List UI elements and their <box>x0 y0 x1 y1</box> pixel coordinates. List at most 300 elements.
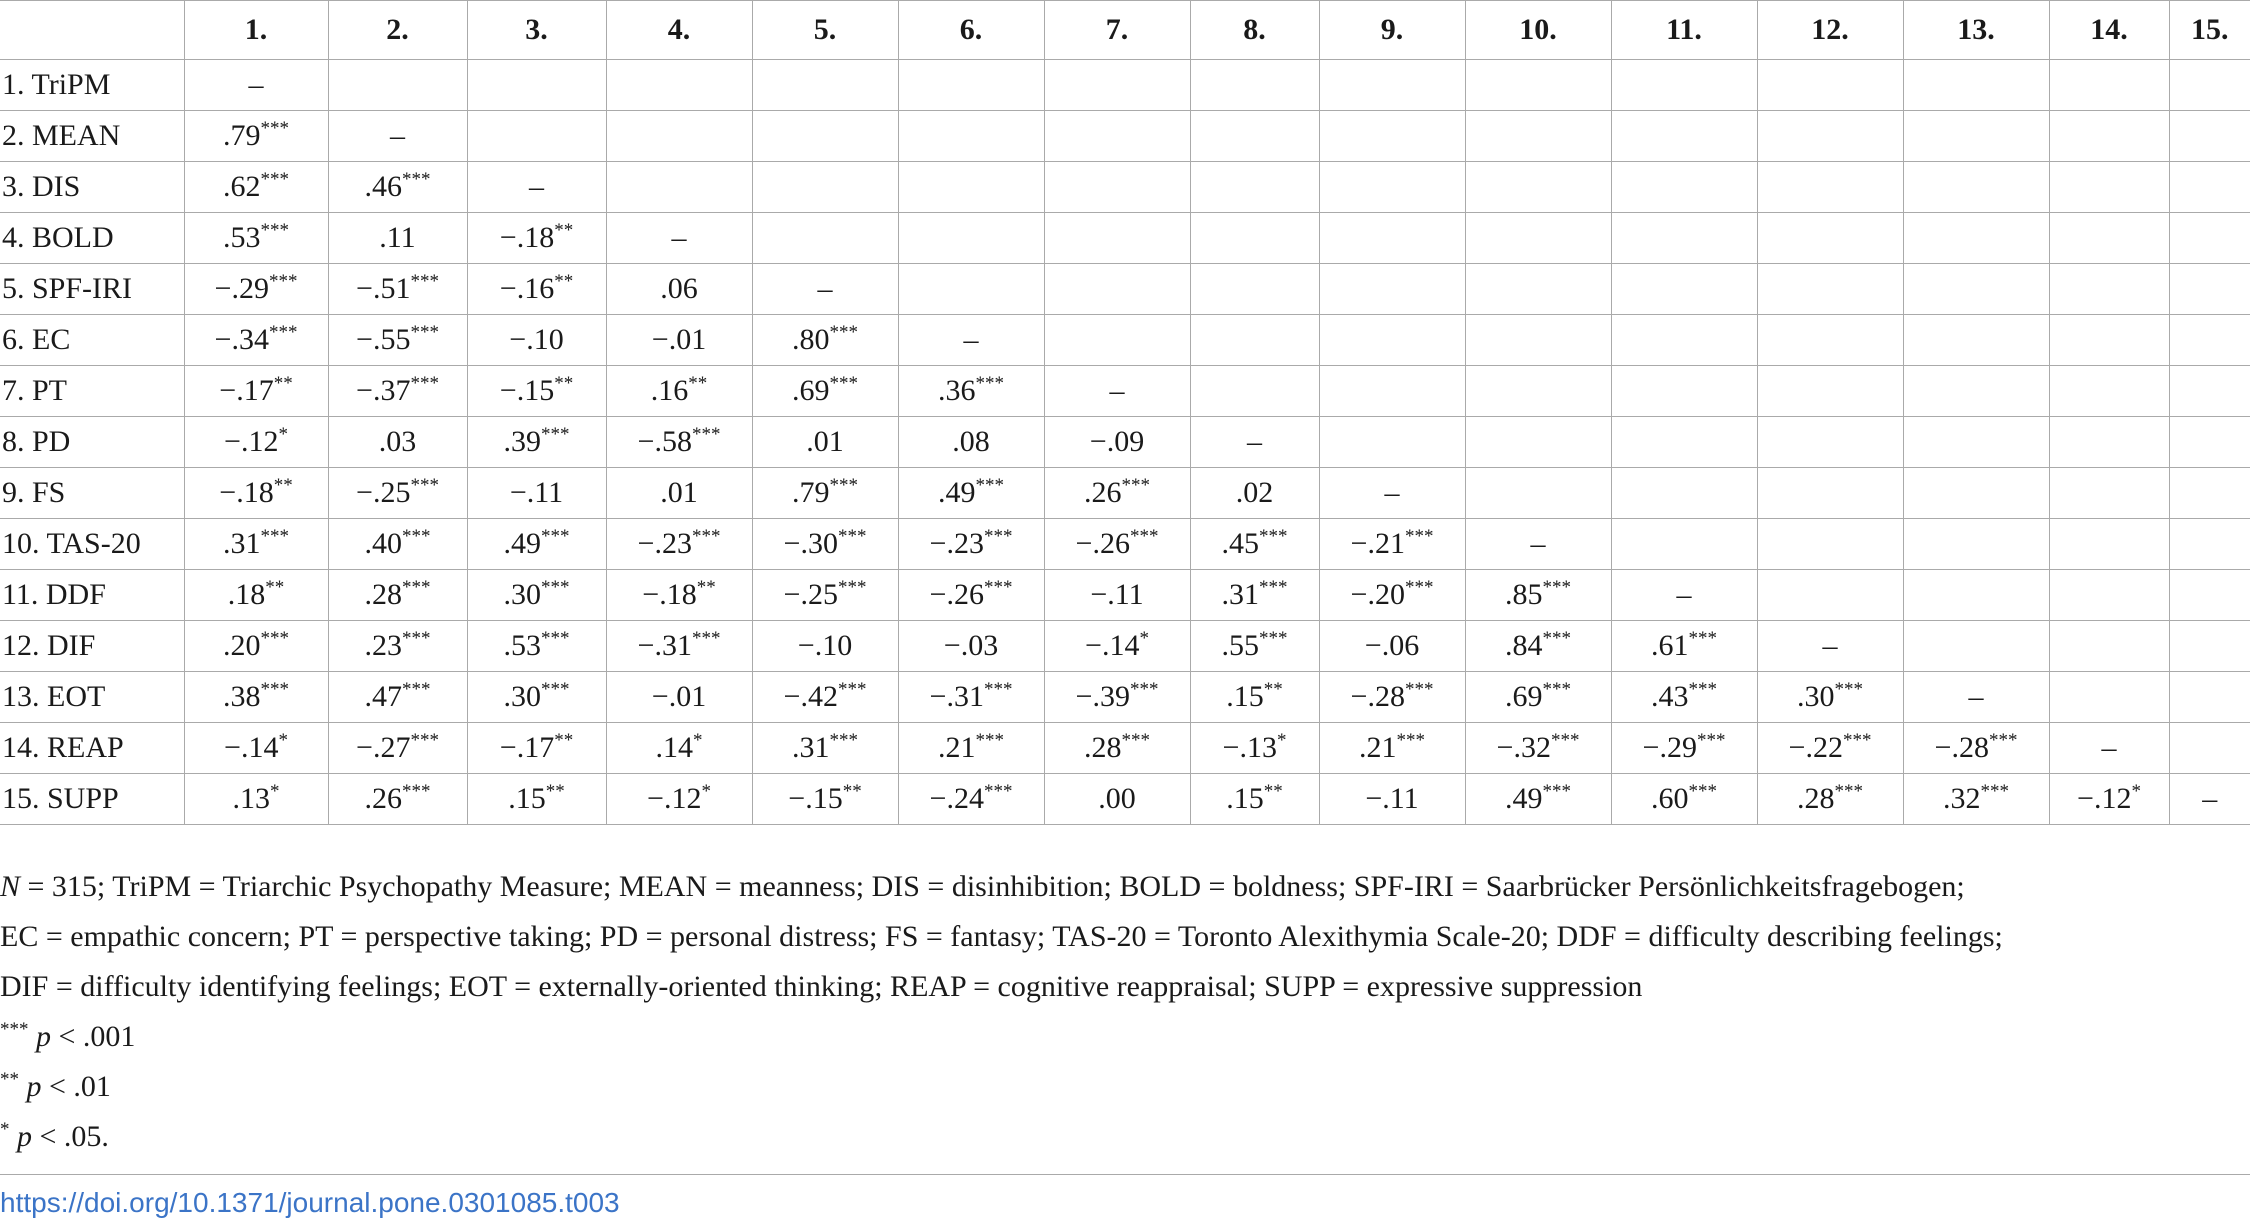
correlation-value: .18 <box>227 578 266 611</box>
correlation-cell <box>2169 162 2250 213</box>
correlation-cell <box>1044 366 1190 417</box>
correlation-cell <box>2049 213 2169 264</box>
correlation-value: −.25 <box>783 578 838 611</box>
correlation-value: .49 <box>503 527 541 560</box>
correlation-value: – <box>1822 629 1838 662</box>
correlation-cell <box>467 672 606 723</box>
correlation-cell <box>1611 213 1757 264</box>
correlation-cell <box>1044 264 1190 315</box>
correlation-value: .26 <box>364 782 402 815</box>
correlation-value: – <box>248 68 264 101</box>
correlation-cell <box>1611 60 1757 111</box>
correlation-value: .15 <box>1226 680 1264 713</box>
n-label: N <box>0 870 21 903</box>
correlation-cell <box>898 264 1044 315</box>
correlation-cell <box>2169 60 2250 111</box>
column-header: 5. <box>752 1 898 60</box>
correlation-cell <box>467 519 606 570</box>
correlation-value: −.27 <box>356 731 411 764</box>
table-notes <box>0 862 2250 1162</box>
correlation-cell <box>898 366 1044 417</box>
significance-marker: ** <box>688 373 708 394</box>
correlation-value: −.28 <box>1350 680 1405 713</box>
table-row <box>0 417 2250 468</box>
correlation-cell <box>1611 570 1757 621</box>
significance-marker: *** <box>1696 730 1726 751</box>
correlation-value: – <box>529 170 544 203</box>
correlation-cell <box>328 417 467 468</box>
significance-marker: *** <box>1121 475 1150 496</box>
correlation-value: −.15 <box>499 374 555 407</box>
correlation-cell <box>184 774 328 825</box>
correlation-cell <box>1465 570 1611 621</box>
correlation-cell <box>898 774 1044 825</box>
significance-marker: * <box>270 781 280 802</box>
correlation-cell <box>606 570 752 621</box>
significance-marker: *** <box>1542 577 1571 598</box>
correlation-value: .80 <box>792 323 830 356</box>
correlation-cell <box>1190 723 1319 774</box>
significance-marker: ** <box>842 781 862 802</box>
correlation-cell <box>1611 315 1757 366</box>
significance-marker: *** <box>402 781 431 802</box>
significance-marker: *** <box>837 577 867 598</box>
abbreviation-text-1: = 315; TriPM = Triarchic Psychopathy Measure; MEAN = meanness; DIS = disinhibition; BOLD = boldness; SPF-IRI = Saarbrücker Persönlichkeitsfragebogen; <box>20 870 1965 903</box>
correlation-value: −.11 <box>1365 782 1419 815</box>
correlation-cell <box>1044 621 1190 672</box>
significance-marker: *** <box>541 424 570 445</box>
correlation-value: −.01 <box>651 323 707 356</box>
correlation-cell <box>2049 111 2169 162</box>
correlation-value: −.39 <box>1075 680 1130 713</box>
correlation-cell <box>1465 723 1611 774</box>
column-header: 12. <box>1757 1 1903 60</box>
correlation-cell <box>467 162 606 213</box>
row-label: 4. BOLD <box>0 213 184 264</box>
correlation-value: .43 <box>1651 680 1689 713</box>
correlation-value: – <box>1384 476 1400 509</box>
correlation-cell <box>1757 570 1903 621</box>
row-label: 13. EOT <box>0 672 184 723</box>
correlation-cell <box>752 570 898 621</box>
significance-marker: ** <box>554 271 574 292</box>
correlation-value: .06 <box>660 272 698 305</box>
table-row <box>0 213 2250 264</box>
correlation-cell <box>752 519 898 570</box>
significance-stars: *** <box>0 1019 29 1040</box>
significance-marker: ** <box>554 730 574 751</box>
correlation-cell <box>1044 417 1190 468</box>
correlation-cell <box>1044 519 1190 570</box>
significance-marker: *** <box>260 628 289 649</box>
correlation-cell <box>1757 417 1903 468</box>
correlation-cell <box>467 417 606 468</box>
correlation-value: −.10 <box>797 629 853 662</box>
correlation-value: −.29 <box>214 272 269 305</box>
correlation-value: −.10 <box>509 323 564 356</box>
correlation-cell <box>1903 774 2049 825</box>
correlation-value: −.25 <box>356 476 411 509</box>
significance-threshold: < .001 <box>51 1020 136 1053</box>
correlation-cell <box>1903 417 2049 468</box>
correlation-cell <box>1319 570 1465 621</box>
table-header-row <box>0 1 2250 60</box>
correlation-cell <box>328 774 467 825</box>
correlation-value: −.37 <box>356 374 411 407</box>
correlation-cell <box>1190 162 1319 213</box>
table-row <box>0 264 2250 315</box>
correlation-value: −.26 <box>1075 527 1130 560</box>
significance-marker: *** <box>1688 781 1717 802</box>
correlation-cell <box>1319 519 1465 570</box>
correlation-cell <box>606 366 752 417</box>
row-label: 8. PD <box>0 417 184 468</box>
abbreviation-note-line-3: DIF = difficulty identifying feelings; EOT = externally-oriented thinking; REAP = cognitive reappraisal; SUPP = expressive suppression <box>0 970 1643 1003</box>
correlation-value: −.17 <box>499 731 555 764</box>
significance-marker: * <box>701 781 711 802</box>
correlation-cell <box>1757 60 1903 111</box>
significance-marker: *** <box>691 628 721 649</box>
significance-marker: *** <box>1842 730 1872 751</box>
correlation-cell <box>1465 366 1611 417</box>
correlation-cell <box>328 621 467 672</box>
correlation-value: −.13 <box>1222 731 1277 764</box>
correlation-cell <box>1465 60 1611 111</box>
correlation-cell <box>1319 162 1465 213</box>
correlation-cell <box>2169 315 2250 366</box>
significance-marker: *** <box>260 118 289 139</box>
correlation-value: −.12 <box>647 782 702 815</box>
correlation-cell <box>2169 366 2250 417</box>
significance-marker: *** <box>691 424 721 445</box>
correlation-value: .26 <box>1084 476 1122 509</box>
significance-marker: *** <box>1550 730 1580 751</box>
doi-link[interactable]: https://doi.org/10.1371/journal.pone.0301085.t003 <box>0 1187 620 1218</box>
correlation-value: – <box>963 323 979 356</box>
correlation-value: .46 <box>364 170 402 203</box>
correlation-cell <box>1190 672 1319 723</box>
correlation-cell <box>2169 519 2250 570</box>
correlation-cell <box>606 723 752 774</box>
column-header: 6. <box>898 1 1044 60</box>
correlation-cell <box>328 366 467 417</box>
column-header: 13. <box>1903 1 2049 60</box>
column-header: 10. <box>1465 1 1611 60</box>
row-label: 15. SUPP <box>0 774 184 825</box>
correlation-cell <box>467 264 606 315</box>
correlation-value: .16 <box>650 374 689 407</box>
significance-marker: ** <box>554 373 574 394</box>
correlation-cell <box>1757 468 1903 519</box>
correlation-cell <box>1757 213 1903 264</box>
correlation-cell <box>898 621 1044 672</box>
correlation-cell <box>1465 519 1611 570</box>
significance-marker: ** <box>554 220 574 241</box>
correlation-value: −.14 <box>1085 629 1140 662</box>
correlation-cell <box>1319 264 1465 315</box>
correlation-cell <box>1044 213 1190 264</box>
correlation-cell <box>1044 60 1190 111</box>
significance-marker: *** <box>541 526 570 547</box>
correlation-value: −.11 <box>1090 578 1144 611</box>
correlation-cell <box>752 213 898 264</box>
correlation-cell <box>898 417 1044 468</box>
correlation-cell <box>1757 366 1903 417</box>
table-row <box>0 774 2250 825</box>
correlation-cell <box>184 570 328 621</box>
correlation-cell <box>184 366 328 417</box>
correlation-cell <box>1757 519 1903 570</box>
correlation-cell <box>1611 774 1757 825</box>
correlation-cell <box>898 723 1044 774</box>
significance-marker: *** <box>1129 526 1159 547</box>
correlation-cell <box>898 519 1044 570</box>
correlation-value: −.03 <box>943 629 999 662</box>
significance-marker: * <box>1276 730 1287 751</box>
correlation-cell <box>1611 111 1757 162</box>
significance-marker: *** <box>410 322 439 343</box>
correlation-value: .28 <box>1084 731 1122 764</box>
row-label: 5. SPF-IRI <box>0 264 184 315</box>
correlation-value: .01 <box>806 425 844 458</box>
column-header: 7. <box>1044 1 1190 60</box>
correlation-cell <box>1903 366 2049 417</box>
correlation-value: −.51 <box>356 272 411 305</box>
significance-marker: *** <box>1688 679 1717 700</box>
table-row <box>0 519 2250 570</box>
significance-marker: ** <box>1263 679 1283 700</box>
correlation-value: −.11 <box>509 476 564 509</box>
correlation-cell <box>752 468 898 519</box>
correlation-value: .14 <box>655 731 693 764</box>
correlation-value: .28 <box>1797 782 1835 815</box>
correlation-value: .49 <box>938 476 976 509</box>
correlation-cell <box>1319 468 1465 519</box>
significance-marker: ** <box>1263 781 1283 802</box>
significance-marker: * <box>278 730 288 751</box>
correlation-cell <box>1319 366 1465 417</box>
significance-marker: *** <box>260 526 289 547</box>
correlation-value: – <box>817 272 833 305</box>
column-header: 14. <box>2049 1 2169 60</box>
correlation-value: .28 <box>364 578 402 611</box>
column-header: 3. <box>467 1 606 60</box>
significance-marker: *** <box>691 526 721 547</box>
correlation-cell <box>184 672 328 723</box>
correlation-value: −.16 <box>499 272 555 305</box>
significance-marker: *** <box>541 628 570 649</box>
correlation-value: .69 <box>1505 680 1543 713</box>
correlation-cell <box>1190 264 1319 315</box>
significance-marker: *** <box>1259 526 1288 547</box>
correlation-cell <box>1903 570 2049 621</box>
correlation-cell <box>2049 162 2169 213</box>
significance-stars: * <box>0 1119 10 1140</box>
correlation-value: −.21 <box>1350 527 1405 560</box>
correlation-cell <box>606 468 752 519</box>
significance-marker: ** <box>265 577 285 598</box>
correlation-cell <box>2169 672 2250 723</box>
correlation-cell <box>1190 468 1319 519</box>
correlation-cell <box>1903 213 2049 264</box>
correlation-value: .20 <box>223 629 261 662</box>
correlation-cell <box>1465 621 1611 672</box>
correlation-cell <box>752 60 898 111</box>
correlation-cell <box>1044 111 1190 162</box>
correlation-cell <box>184 468 328 519</box>
correlation-value: .79 <box>223 119 261 152</box>
correlation-cell <box>1319 315 1465 366</box>
significance-marker: *** <box>410 475 439 496</box>
correlation-cell <box>1190 570 1319 621</box>
significance-marker: ** <box>696 577 716 598</box>
significance-marker: *** <box>1404 577 1434 598</box>
significance-marker: *** <box>1259 628 1288 649</box>
significance-threshold: < .01 <box>41 1070 111 1103</box>
correlation-value: −.58 <box>637 425 692 458</box>
correlation-cell <box>898 315 1044 366</box>
correlation-cell <box>1465 468 1611 519</box>
correlation-cell <box>1757 723 1903 774</box>
correlation-value: .02 <box>1235 476 1274 509</box>
correlation-cell <box>2049 264 2169 315</box>
table-row <box>0 60 2250 111</box>
correlation-cell <box>2169 468 2250 519</box>
significance-marker: *** <box>1121 730 1150 751</box>
correlation-cell <box>1465 264 1611 315</box>
correlation-value: −.26 <box>929 578 984 611</box>
significance-marker: *** <box>829 475 858 496</box>
significance-marker: *** <box>260 679 289 700</box>
significance-marker: * <box>693 730 703 751</box>
correlation-value: .47 <box>364 680 402 713</box>
correlation-cell <box>1465 672 1611 723</box>
correlation-cell <box>2169 417 2250 468</box>
correlation-cell <box>1190 366 1319 417</box>
correlation-cell <box>184 213 328 264</box>
column-header: 11. <box>1611 1 1757 60</box>
correlation-value: .15 <box>508 782 546 815</box>
significance-marker: *** <box>1834 781 1863 802</box>
correlation-cell <box>328 315 467 366</box>
correlation-value: .31 <box>1221 578 1259 611</box>
correlation-cell <box>467 774 606 825</box>
column-header: 4. <box>606 1 752 60</box>
significance-marker: *** <box>1259 577 1288 598</box>
column-header: 15. <box>2169 1 2250 60</box>
correlation-cell <box>1044 315 1190 366</box>
correlation-value: −.23 <box>637 527 692 560</box>
correlation-cell <box>1465 315 1611 366</box>
significance-marker: *** <box>1129 679 1159 700</box>
significance-marker: *** <box>260 169 289 190</box>
table-row <box>0 570 2250 621</box>
correlation-value: .40 <box>364 527 402 560</box>
column-header: 1. <box>184 1 328 60</box>
significance-marker: *** <box>983 577 1013 598</box>
correlation-cell <box>328 723 467 774</box>
significance-marker: *** <box>837 679 867 700</box>
correlation-cell <box>752 417 898 468</box>
correlation-value: – <box>1109 374 1125 407</box>
correlation-value: .55 <box>1221 629 1259 662</box>
correlation-value: .30 <box>503 680 541 713</box>
correlation-value: .01 <box>660 476 698 509</box>
correlation-cell <box>2169 723 2250 774</box>
table-row <box>0 162 2250 213</box>
correlation-value: .62 <box>223 170 261 203</box>
correlation-value: .36 <box>938 374 976 407</box>
correlation-cell <box>467 315 606 366</box>
correlation-cell <box>1903 162 2049 213</box>
significance-marker: *** <box>410 271 439 292</box>
correlation-cell <box>1319 774 1465 825</box>
correlation-cell <box>1903 723 2049 774</box>
correlation-cell <box>2169 621 2250 672</box>
correlation-cell <box>184 723 328 774</box>
correlation-cell <box>2169 570 2250 621</box>
correlation-cell <box>328 468 467 519</box>
correlation-cell <box>184 162 328 213</box>
significance-marker: *** <box>268 271 298 292</box>
correlation-cell <box>606 672 752 723</box>
correlation-cell <box>467 723 606 774</box>
significance-marker: * <box>2131 781 2141 802</box>
correlation-cell <box>1903 519 2049 570</box>
significance-marker: *** <box>1404 679 1434 700</box>
table-row <box>0 621 2250 672</box>
correlation-value: −.09 <box>1089 425 1145 458</box>
significance-marker: *** <box>983 679 1013 700</box>
significance-marker: *** <box>1980 781 2009 802</box>
correlation-value: .69 <box>792 374 830 407</box>
significance-note-001 <box>0 1012 2250 1062</box>
significance-marker: *** <box>1542 781 1571 802</box>
correlation-cell <box>184 519 328 570</box>
correlation-cell <box>752 621 898 672</box>
correlation-cell <box>1611 162 1757 213</box>
row-label: 3. DIS <box>0 162 184 213</box>
row-label: 2. MEAN <box>0 111 184 162</box>
correlation-cell <box>328 672 467 723</box>
correlation-value: – <box>1968 680 1984 713</box>
correlation-value: −.23 <box>929 527 984 560</box>
correlation-value: .61 <box>1651 629 1689 662</box>
correlation-cell <box>1611 366 1757 417</box>
significance-marker: *** <box>402 577 431 598</box>
correlation-value: – <box>2202 782 2218 815</box>
correlation-cell <box>1319 213 1465 264</box>
significance-marker: *** <box>1404 526 1434 547</box>
correlation-cell <box>2169 264 2250 315</box>
correlation-cell <box>606 213 752 264</box>
column-header: 9. <box>1319 1 1465 60</box>
significance-marker: ** <box>545 781 565 802</box>
correlation-value: .11 <box>379 221 416 254</box>
correlation-cell <box>467 111 606 162</box>
significance-threshold: < .05. <box>32 1120 109 1153</box>
correlation-value: – <box>671 221 687 254</box>
correlation-cell <box>1757 672 1903 723</box>
significance-marker: *** <box>402 169 431 190</box>
correlation-cell <box>1757 264 1903 315</box>
correlation-cell <box>1044 570 1190 621</box>
correlation-cell <box>328 162 467 213</box>
correlation-value: −.29 <box>1642 731 1697 764</box>
correlation-cell <box>898 672 1044 723</box>
correlation-cell <box>1903 111 2049 162</box>
correlation-cell <box>2049 315 2169 366</box>
